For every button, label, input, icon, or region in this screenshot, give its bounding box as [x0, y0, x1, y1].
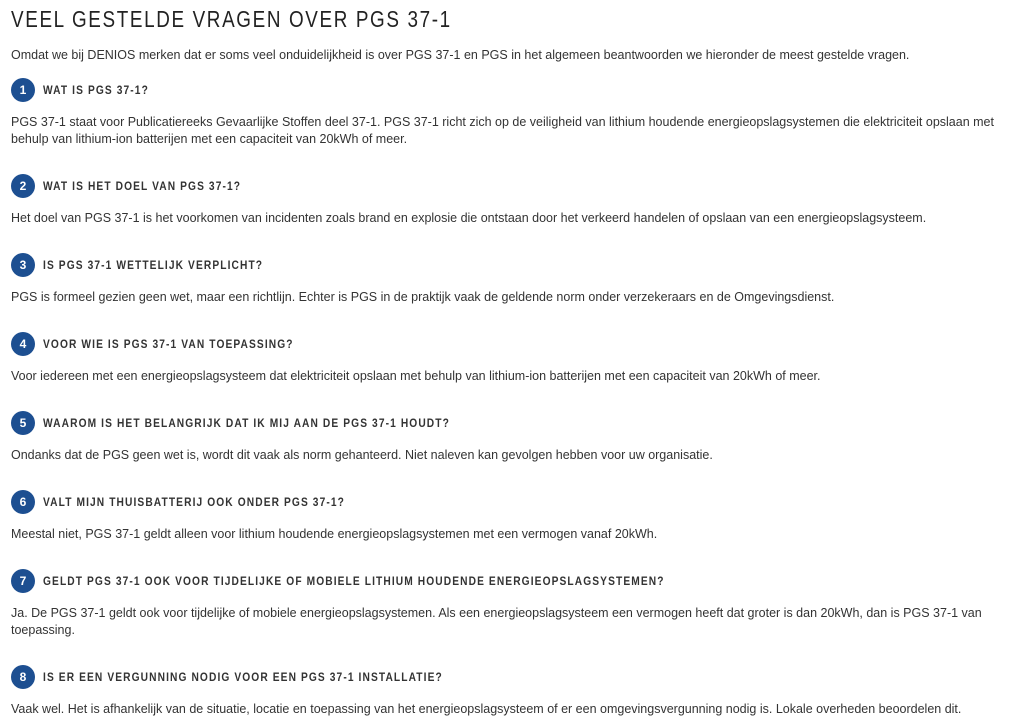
- faq-item: [11, 411, 1013, 464]
- number-badge: 5: [11, 411, 35, 435]
- question-text: WAAROM IS HET BELANGRIJK DAT IK MIJ AAN DE PGS 37-1 HOUDT?: [43, 416, 450, 430]
- number-badge: 8: [11, 665, 35, 689]
- answer-text: Ja. De PGS 37-1 geldt ook voor tijdelijke of mobiele energieopslagsystemen. Als een energieopslagsysteem een vermogen heeft dat groter is dan 20kWh, dan is PGS 37-1 van toepassing.: [11, 606, 982, 637]
- number-badge: 6: [11, 490, 35, 514]
- question-text: IS ER EEN VERGUNNING NODIG VOOR EEN PGS 37-1 INSTALLATIE?: [43, 670, 443, 684]
- question-text: WAT IS HET DOEL VAN PGS 37-1?: [43, 179, 242, 193]
- number-badge: 2: [11, 174, 35, 198]
- number-badge: 4: [11, 332, 35, 356]
- faq-question: [11, 665, 1013, 689]
- faq-question: [11, 490, 1013, 514]
- faq-question: [11, 411, 1013, 435]
- faq-question: [11, 174, 1013, 198]
- answer-text: Het doel van PGS 37-1 is het voorkomen van incidenten zoals brand en explosie die ontstaan door het verkeerd handelen of opslaan van een energieopslagsysteem.: [11, 211, 927, 225]
- faq-item: [11, 253, 1013, 306]
- faq-question: [11, 332, 1013, 356]
- faq-item: [11, 665, 1013, 718]
- faq-list: [11, 78, 1013, 718]
- question-text: IS PGS 37-1 WETTELIJK VERPLICHT?: [43, 258, 264, 272]
- intro-text: Omdat we bij DENIOS merken dat er soms veel onduidelijkheid is over PGS 37-1 en PGS in het algemeen beantwoorden we hieronder de meest gestelde vragen.: [11, 48, 910, 62]
- number-badge: 3: [11, 253, 35, 277]
- answer-text: Vaak wel. Het is afhankelijk van de situatie, locatie en toepassing van het energieopslagsysteem of er een omgevingsvergunning nodig is. Lokale overheden beoordelen dit.: [11, 702, 962, 716]
- faq-question: [11, 569, 1013, 593]
- answer-text: Ondanks dat de PGS geen wet is, wordt dit vaak als norm gehanteerd. Niet naleven kan gevolgen hebben voor uw organisatie.: [11, 448, 713, 462]
- question-text: WAT IS PGS 37-1?: [43, 83, 149, 97]
- number-badge: 7: [11, 569, 35, 593]
- question-text: GELDT PGS 37-1 OOK VOOR TIJDELIJKE OF MOBIELE LITHIUM HOUDENDE ENERGIEOPSLAGSYSTEMEN?: [43, 574, 665, 588]
- answer-text: PGS is formeel gezien geen wet, maar een richtlijn. Echter is PGS in de praktijk vaak de geldende norm onder verzekeraars en de Omgevingsdienst.: [11, 290, 835, 304]
- page-title: VEEL GESTELDE VRAGEN OVER PGS 37-1: [11, 6, 452, 32]
- answer-text: Voor iedereen met een energieopslagsysteem dat elektriciteit opslaan met behulp van lithium-ion batterijen met een capaciteit van 20kWh of meer.: [11, 369, 821, 383]
- faq-item: [11, 569, 1013, 639]
- question-text: VALT MIJN THUISBATTERIJ OOK ONDER PGS 37-1?: [43, 495, 345, 509]
- faq-item: [11, 332, 1013, 385]
- faq-question: [11, 253, 1013, 277]
- faq-item: [11, 78, 1013, 148]
- faq-question: [11, 78, 1013, 102]
- answer-text: Meestal niet, PGS 37-1 geldt alleen voor lithium houdende energieopslagsystemen met een vermogen vanaf 20kWh.: [11, 527, 658, 541]
- question-text: VOOR WIE IS PGS 37-1 VAN TOEPASSING?: [43, 337, 294, 351]
- number-badge: 1: [11, 78, 35, 102]
- answer-text: PGS 37-1 staat voor Publicatiereeks Gevaarlijke Stoffen deel 37-1. PGS 37-1 richt zich op de veiligheid van lithium houdende energieopslagsystemen die elektriciteit opslaan met behulp van lithium-ion batterijen met een capaciteit van 20kWh of meer.: [11, 115, 994, 146]
- faq-item: [11, 490, 1013, 543]
- faq-item: [11, 174, 1013, 227]
